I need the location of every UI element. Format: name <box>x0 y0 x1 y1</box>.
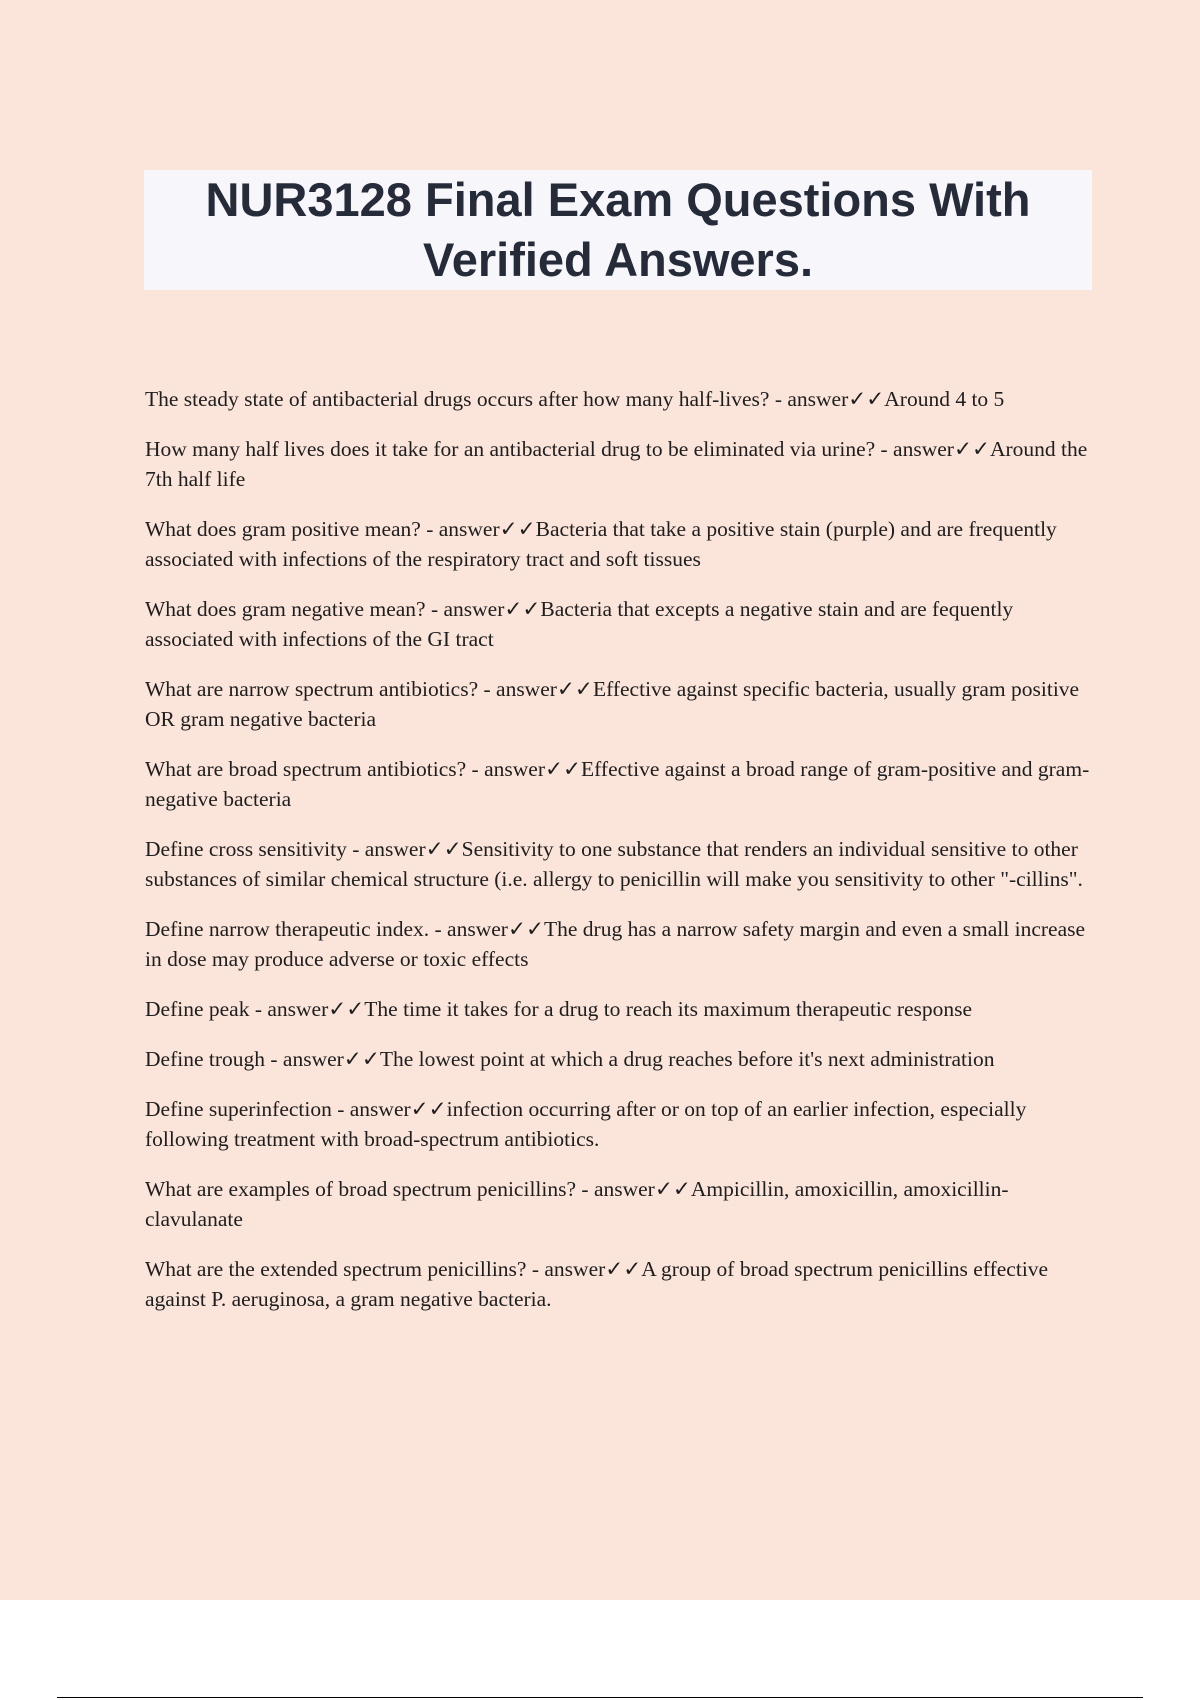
page-title-line-2: Verified Answers. <box>422 233 814 286</box>
qa-item: Define superinfection - answer✓✓infection occurring after or on top of an earlier infection, especially following treatment with broad-spectrum antibiotics. <box>145 1097 1027 1151</box>
qa-item: What does gram negative mean? - answer✓✓Bacteria that excepts a negative stain and are fequently associated with infections of the GI tract <box>145 597 1014 651</box>
qa-item: What are broad spectrum antibiotics? - answer✓✓Effective against a broad range of gram-positive and gram-negative bacteria <box>145 757 1090 811</box>
qa-item: Define trough - answer✓✓The lowest point at which a drug reaches before it's next administration <box>145 1047 995 1071</box>
qa-item: What are examples of broad spectrum penicillins? - answer✓✓Ampicillin, amoxicillin, amoxicillin-clavulanate <box>145 1177 1009 1231</box>
footer-divider <box>57 1697 1143 1698</box>
qa-item: What are narrow spectrum antibiotics? - answer✓✓Effective against specific bacteria, usually gram positive OR gram negative bacteria <box>145 677 1080 731</box>
title-banner <box>144 170 1092 290</box>
qa-item: How many half lives does it take for an antibacterial drug to be eliminated via urine? - answer✓✓Around the 7th half life <box>145 437 1088 491</box>
question-answer-list <box>145 384 1090 1334</box>
qa-item: Define peak - answer✓✓The time it takes for a drug to reach its maximum therapeutic response <box>145 997 973 1021</box>
qa-item: What are the extended spectrum penicillins? - answer✓✓A group of broad spectrum penicillins effective against P. aeruginosa, a gram negative bacteria. <box>145 1257 1049 1311</box>
qa-item: Define narrow therapeutic index. - answer✓✓The drug has a narrow safety margin and even a small increase in dose may produce adverse or toxic effects <box>145 917 1086 971</box>
qa-item: The steady state of antibacterial drugs occurs after how many half-lives? - answer✓✓Around 4 to 5 <box>145 387 1005 411</box>
qa-item: Define cross sensitivity - answer✓✓Sensitivity to one substance that renders an individual sensitive to other substances of similar chemical structure (i.e. allergy to penicillin will make you sensitivity to other "-cillins". <box>145 837 1083 891</box>
qa-item: What does gram positive mean? - answer✓✓Bacteria that take a positive stain (purple) and are frequently associated with infections of the respiratory tract and soft tissues <box>145 517 1057 571</box>
page-title-line-1: NUR3128 Final Exam Questions With <box>205 173 1031 226</box>
